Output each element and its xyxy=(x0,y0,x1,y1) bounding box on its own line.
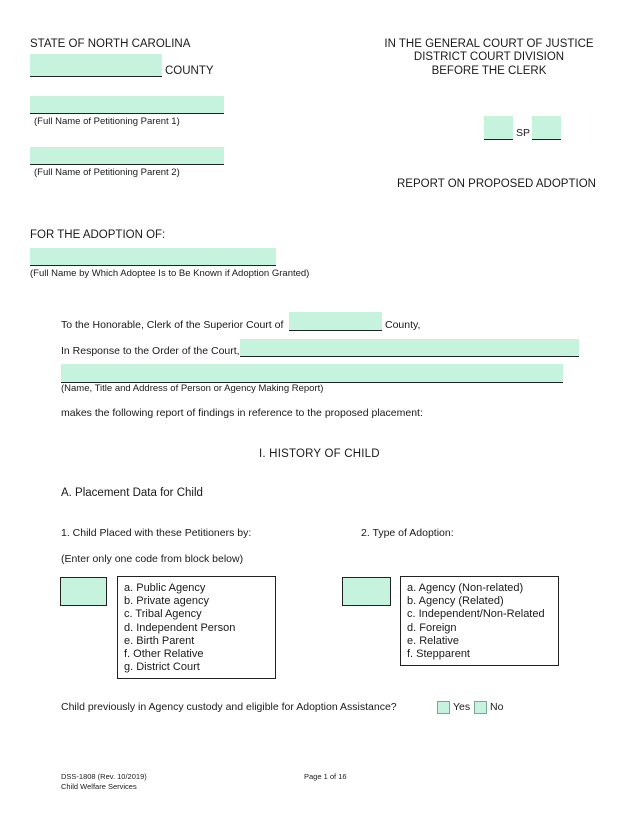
reporter-name-underline xyxy=(240,339,579,357)
reporter-address-underline xyxy=(61,364,563,383)
reporter-caption: (Name, Title and Address of Person or Agency Making Report) xyxy=(61,383,324,394)
court-line-1: IN THE GENERAL COURT OF JUSTICE xyxy=(384,38,594,50)
list-item: b. Agency (Related) xyxy=(407,595,504,608)
question-1: 1. Child Placed with these Petitioners by: xyxy=(61,527,252,539)
section-title: I. HISTORY OF CHILD xyxy=(259,448,380,460)
court-line-2: DISTRICT COURT DIVISION xyxy=(413,51,565,63)
list-item: d. Independent Person xyxy=(124,621,236,634)
list-item: e. Birth Parent xyxy=(124,634,195,647)
form-id: DSS-1808 (Rev. 10/2019) xyxy=(61,772,147,781)
yes-label: Yes xyxy=(453,701,471,713)
list-item: c. Tribal Agency xyxy=(124,608,202,621)
no-label: No xyxy=(490,701,504,713)
sp-number-underline xyxy=(532,116,561,140)
no-checkbox[interactable] xyxy=(474,701,487,714)
placement-codes-box xyxy=(117,576,276,679)
list-item: c. Independent/Non-Related xyxy=(407,608,545,621)
county-underline xyxy=(30,54,162,77)
to-clerk-suffix: County, xyxy=(385,319,421,331)
adoption-heading: FOR THE ADOPTION OF: xyxy=(30,229,166,241)
response-text: In Response to the Order of the Court, xyxy=(61,345,240,357)
placement-code-input[interactable] xyxy=(60,577,107,606)
to-clerk-text: To the Honorable, Clerk of the Superior Court of xyxy=(61,319,284,331)
list-item: e. Relative xyxy=(407,634,459,647)
yes-checkbox[interactable] xyxy=(437,701,450,714)
report-title: REPORT ON PROPOSED ADOPTION xyxy=(397,178,596,190)
list-item: a. Agency (Non-related) xyxy=(407,582,524,594)
county-suffix: COUNTY xyxy=(165,65,214,77)
list-item: f. Stepparent xyxy=(407,648,470,661)
adoption-type-code-input[interactable] xyxy=(342,577,391,606)
question-2: 2. Type of Adoption: xyxy=(361,527,454,539)
parent2-underline xyxy=(30,147,224,165)
list-item: b. Private agency xyxy=(124,595,209,608)
findings-line: makes the following report of findings in reference to the proposed placement: xyxy=(61,407,423,419)
state-label: STATE OF NORTH CAROLINA xyxy=(30,38,191,50)
code-instruction: (Enter only one code from block below) xyxy=(61,553,244,565)
sp-prefix-underline xyxy=(484,116,513,140)
parent2-caption: (Full Name of Petitioning Parent 2) xyxy=(34,167,180,178)
clerk-county-underline xyxy=(289,312,382,331)
subsection-title: A. Placement Data for Child xyxy=(61,487,203,499)
adoptee-caption: (Full Name by Which Adoptee Is to Be Known if Adoption Granted) xyxy=(30,268,310,279)
list-item: f. Other Relative xyxy=(124,648,204,661)
parent1-underline xyxy=(30,96,224,114)
adoptee-underline xyxy=(30,248,276,266)
adoption-types-box xyxy=(400,576,559,666)
page-number: Page 1 of 16 xyxy=(304,772,347,781)
list-item: d. Foreign xyxy=(407,621,457,634)
list-item: a. Public Agency xyxy=(124,582,206,594)
parent1-caption: (Full Name of Petitioning Parent 1) xyxy=(34,116,180,127)
division-label: Child Welfare Services xyxy=(61,782,137,791)
sp-label: SP xyxy=(516,127,531,139)
court-line-3: BEFORE THE CLERK xyxy=(431,65,547,77)
custody-question: Child previously in Agency custody and eligible for Adoption Assistance? xyxy=(61,701,397,713)
list-item: g. District Court xyxy=(124,661,200,674)
